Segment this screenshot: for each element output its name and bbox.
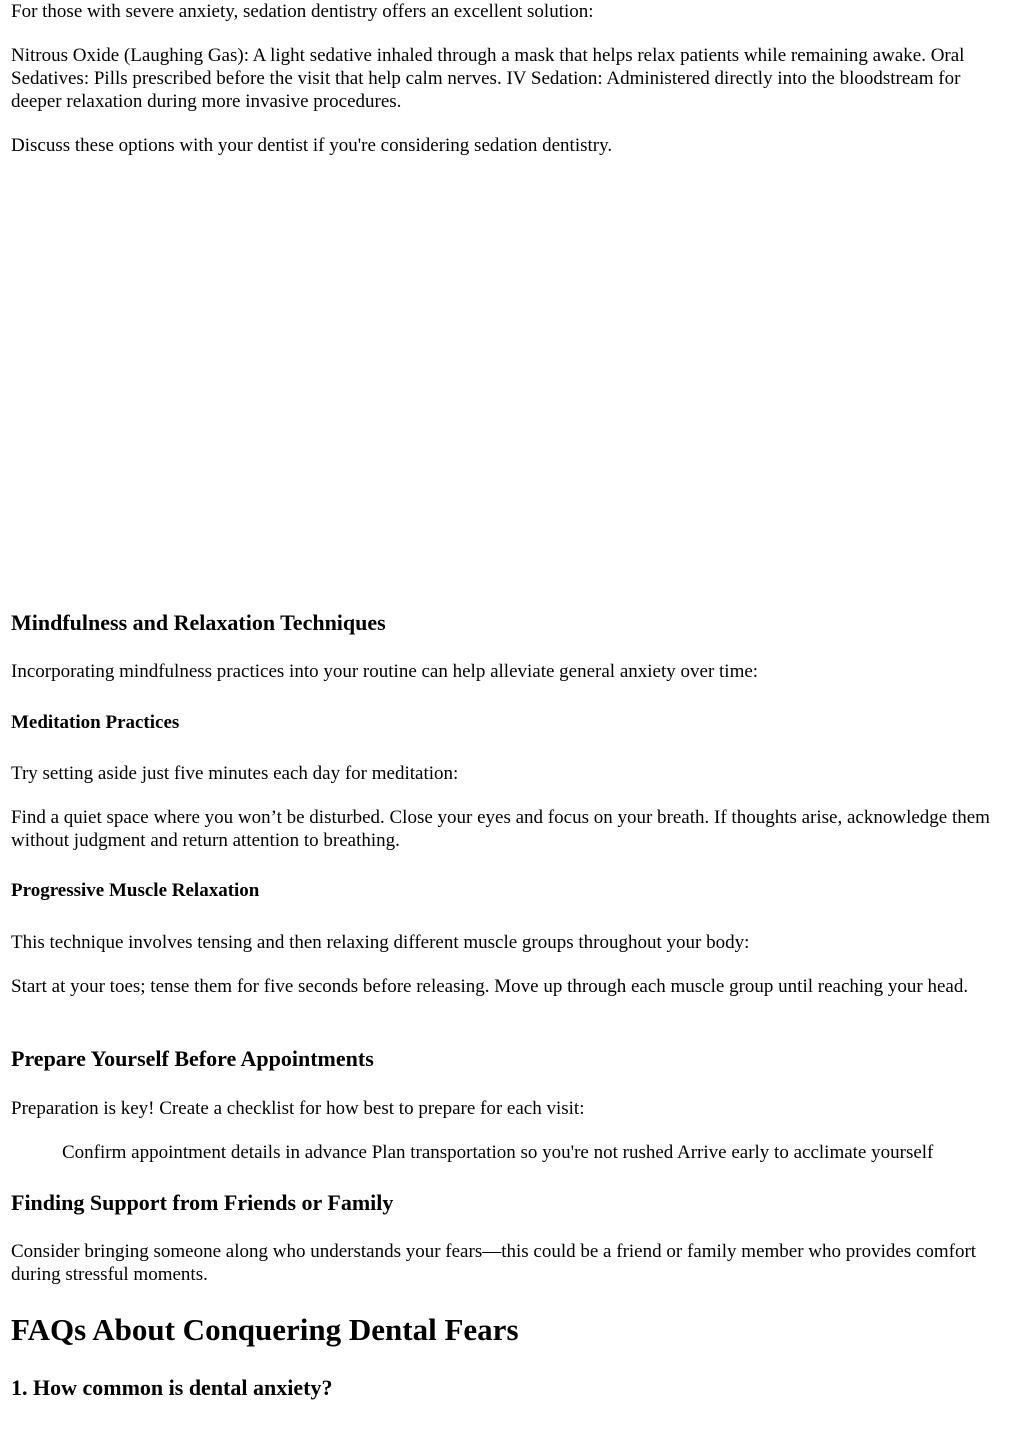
pmr-intro: This technique involves tensing and then relaxing different muscle groups throughout your body: bbox=[11, 932, 750, 953]
mindfulness-intro: Incorporating mindfulness practices into your routine can help alleviate general anxiety over time: bbox=[11, 661, 759, 682]
meditation-intro: Try setting aside just five minutes each day for meditation: bbox=[11, 763, 459, 784]
section-heading-support: Finding Support from Friends or Family bbox=[11, 1190, 394, 1215]
section-heading-mindfulness: Mindfulness and Relaxation Techniques bbox=[11, 610, 386, 635]
faq-title: FAQs About Conquering Dental Fears bbox=[11, 1312, 519, 1347]
prepare-intro: Preparation is key! Create a checklist for how best to prepare for each visit: bbox=[11, 1098, 585, 1119]
sedation-options: Nitrous Oxide (Laughing Gas): A light sedative inhaled through a mask that helps relax patients while remaining awake. Oral Sedatives: Pills prescribed before the visit that help calm nerves. IV Sedation: Administered directly into the bloodstream for deeper relaxation during more invasive procedures. bbox=[11, 45, 965, 112]
meditation-steps: Find a quiet space where you won’t be disturbed. Close your eyes and focus on your breath. If thoughts arise, acknowledge them without judgment and return attention to breathing. bbox=[11, 807, 990, 851]
support-text: Consider bringing someone along who understands your fears—this could be a friend or family member who provides comfort during stressful moments. bbox=[11, 1241, 977, 1285]
section-heading-prepare: Prepare Yourself Before Appointments bbox=[11, 1046, 374, 1071]
subheading-progressive-muscle-relaxation: Progressive Muscle Relaxation bbox=[11, 880, 260, 901]
embedded-media-placeholder bbox=[11, 160, 1013, 605]
sedation-discuss: Discuss these options with your dentist if you're considering sedation dentistry. bbox=[11, 135, 613, 156]
faq-question-1: 1. How common is dental anxiety? bbox=[11, 1375, 333, 1400]
pmr-steps: Start at your toes; tense them for five seconds before releasing. Move up through each muscle group until reaching your head. bbox=[11, 976, 969, 997]
sedation-intro: For those with severe anxiety, sedation dentistry offers an excellent solution: bbox=[11, 1, 594, 22]
prepare-checklist: Confirm appointment details in advance Plan transportation so you're not rushed Arrive early to acclimate yourself bbox=[62, 1142, 934, 1163]
subheading-meditation: Meditation Practices bbox=[11, 712, 180, 733]
